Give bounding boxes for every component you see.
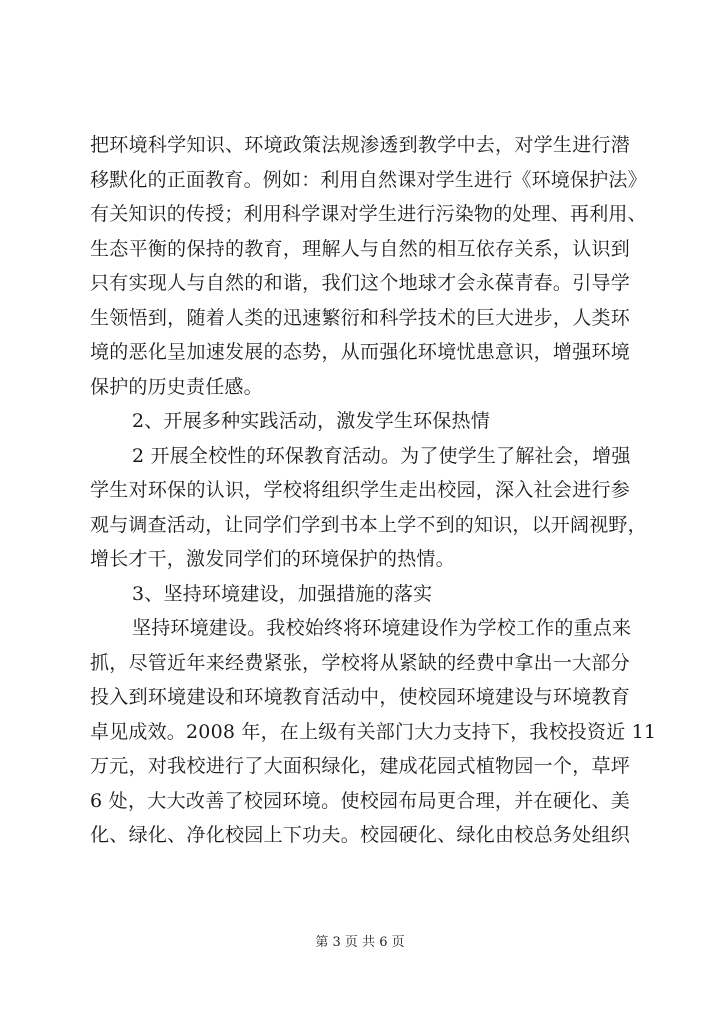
text-line: 观与调查活动，让同学们学到书本上学不到的知识，以开阔视野， <box>90 513 647 536</box>
text-line: 移默化的正面教育。例如：利用自然课对学生进行《环境保护法》 <box>90 168 647 191</box>
text-line: 生态平衡的保持的教育，理解人与自然的相互依存关系，认识到 <box>90 237 630 260</box>
page-number-footer: 第 3 页 共 6 页 <box>315 935 405 950</box>
text-line: 化、绿化、净化校园上下功夫。校园硬化、绿化由校总务处组织 <box>90 824 630 846</box>
text-line: 保护的历史责任感。 <box>90 375 263 398</box>
text-line: 生领悟到，随着人类的迅速繁衍和科学技术的巨大进步，人类环 <box>90 306 630 329</box>
text-line: 有关知识的传授；利用科学课对学生进行污染物的处理、再利用、 <box>90 203 647 225</box>
text-line: 卓见成效。2008 年，在上级有关部门大力支持下，我校投资近 11 <box>90 720 657 743</box>
text-line: 把环境科学知识、环境政策法规渗透到教学中去，对学生进行潜 <box>90 134 630 156</box>
document-body <box>90 128 657 853</box>
text-line: 增长才干，激发同学们的环境保护的热情。 <box>90 548 455 570</box>
text-line: 6 处，大大改善了校园环境。使校园布局更合理，并在硬化、美 <box>90 789 630 812</box>
text-line: 抓，尽管近年来经费紧张，学校将从紧缺的经费中拿出一大部分 <box>90 651 630 674</box>
text-line: 境的恶化呈加速发展的态势，从而强化环境忧患意识，增强环境 <box>90 341 630 363</box>
text-line: 学生对环保的认识，学校将组织学生走出校园，深入社会进行参 <box>90 479 630 501</box>
paragraph-start-line: 2 开展全校性的环保教育活动。为了使学生了解社会，增强 <box>132 444 631 467</box>
text-line: 只有实现人与自然的和谐，我们这个地球才会永葆青春。引导学 <box>90 272 630 294</box>
paragraph-start-line: 坚持环境建设。我校始终将环境建设作为学校工作的重点来 <box>132 617 632 639</box>
section-heading: 3、坚持环境建设，加强措施的落实 <box>132 582 433 605</box>
text-line: 万元，对我校进行了大面积绿化，建成花园式植物园一个，草坪 <box>90 755 630 777</box>
section-heading: 2、开展多种实践活动，激发学生环保热情 <box>132 410 490 432</box>
text-line: 投入到环境建设和环境教育活动中，使校园环境建设与环境教育 <box>90 686 630 708</box>
